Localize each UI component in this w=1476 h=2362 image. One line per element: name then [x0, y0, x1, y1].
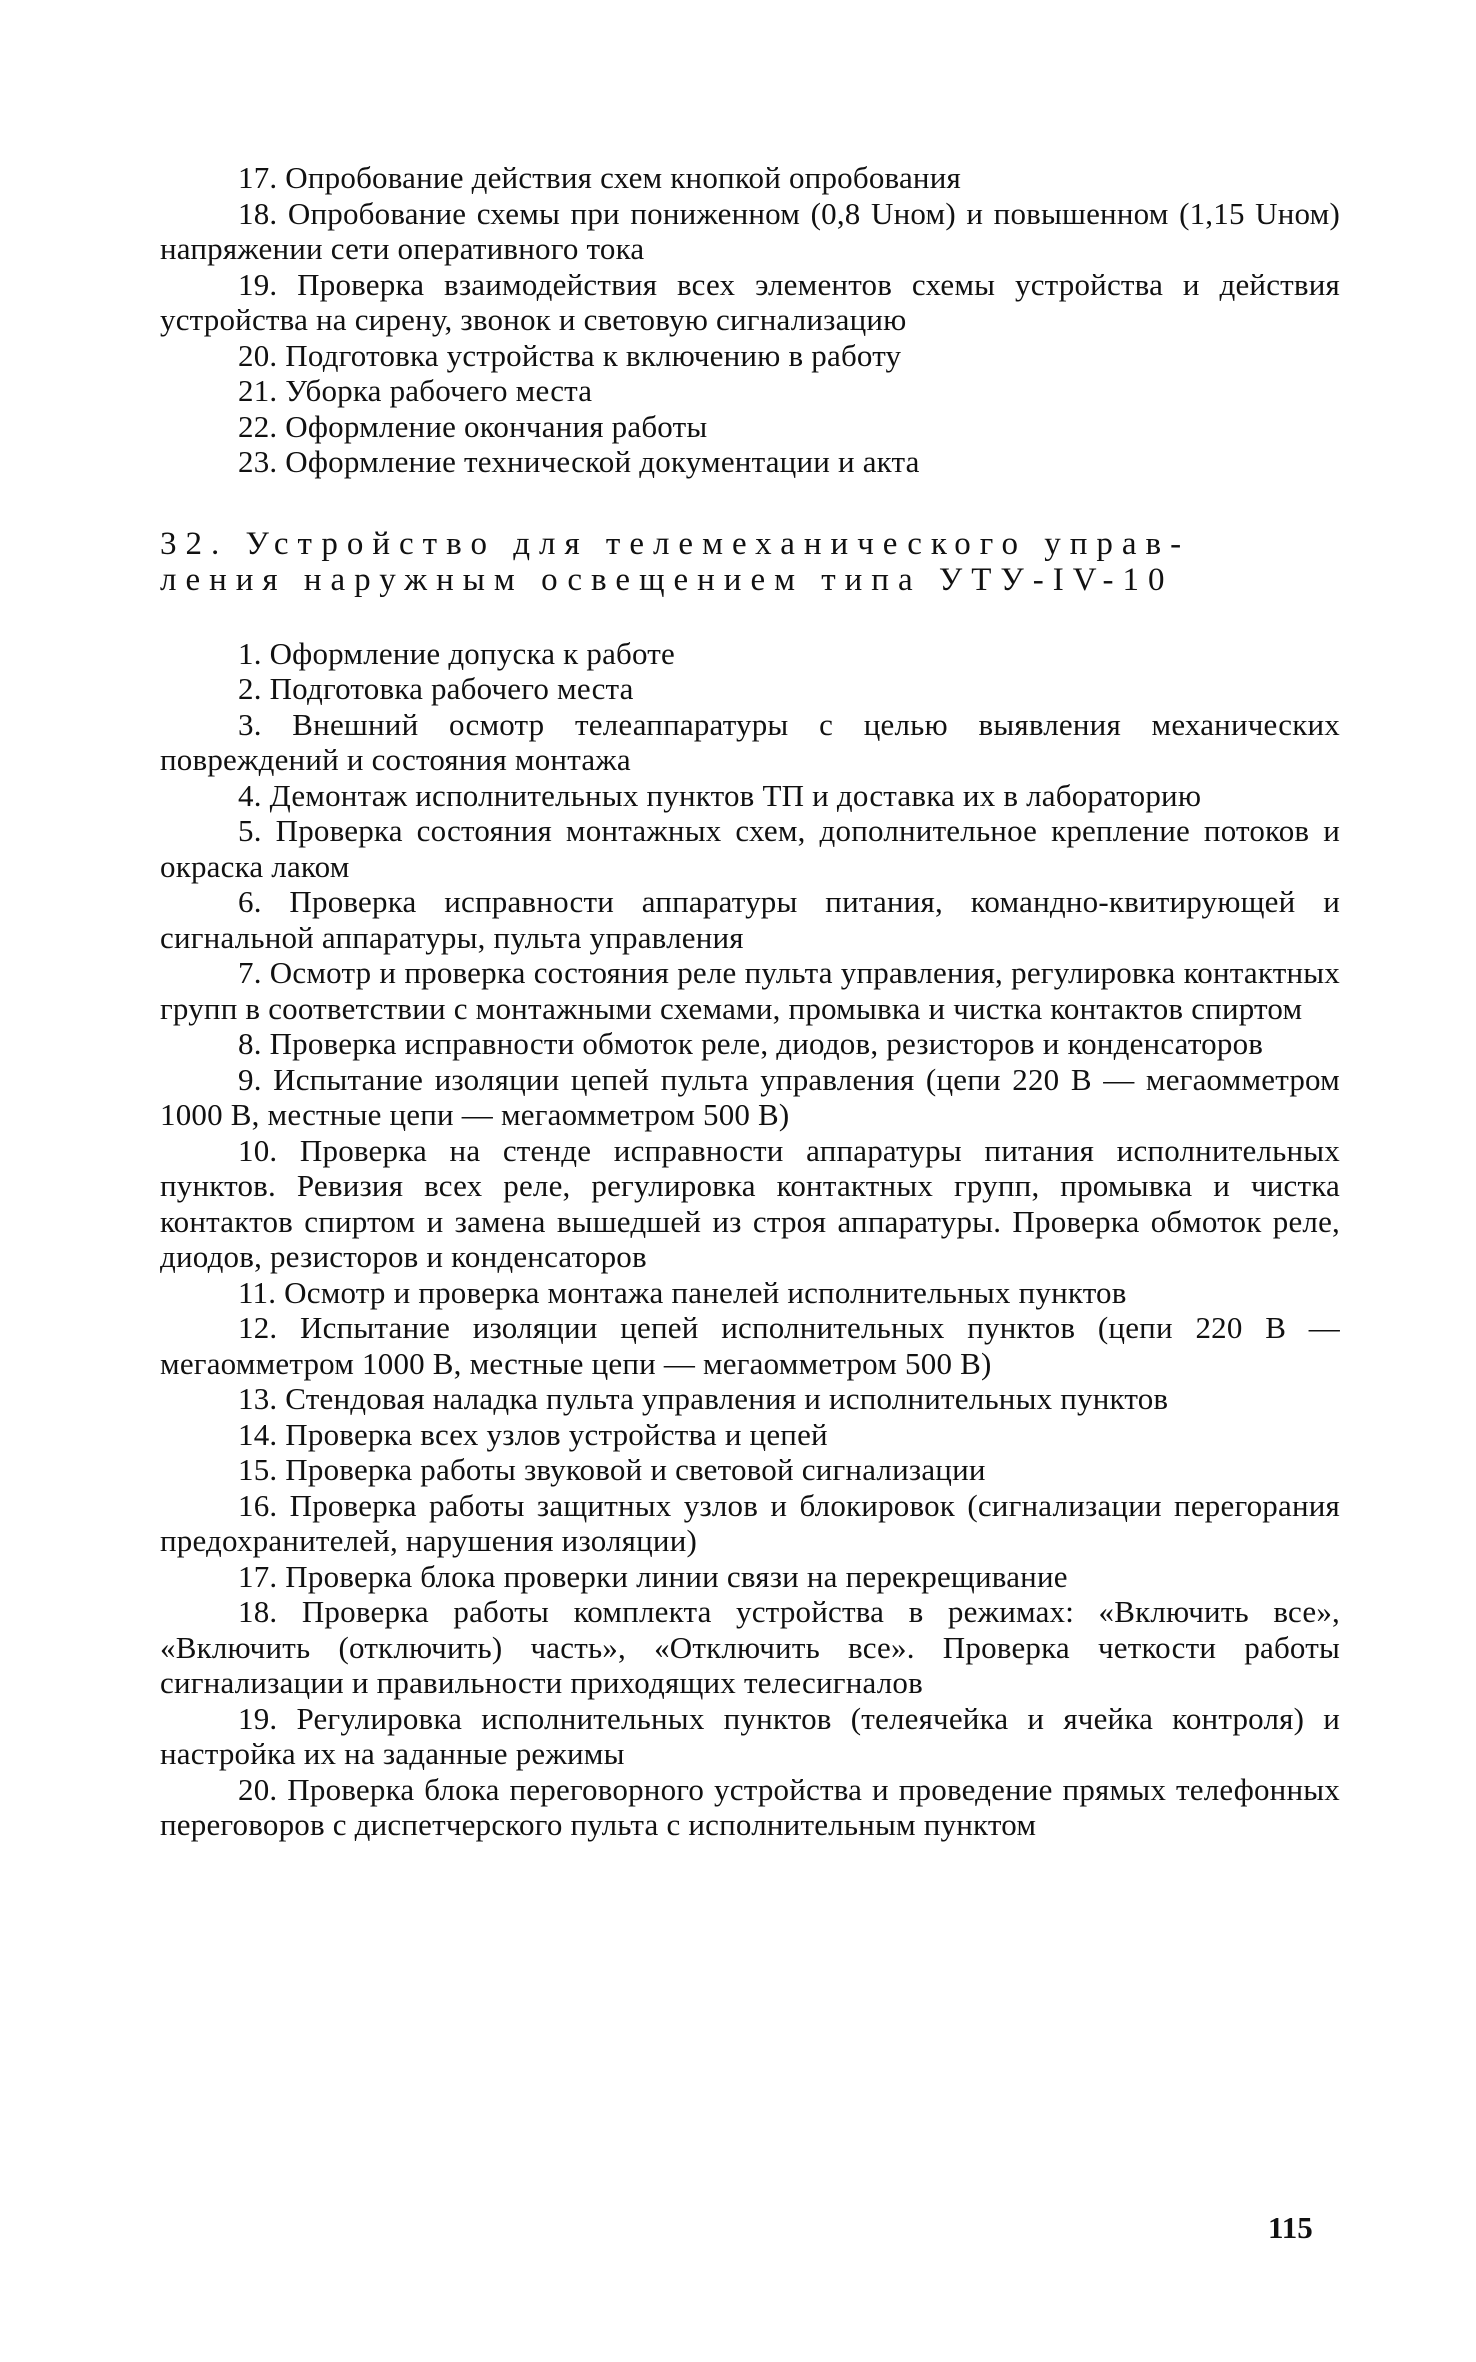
top-list	[160, 160, 1340, 480]
list-item: 17. Опробование действия схем кнопкой опробования	[238, 160, 961, 195]
list-item: 13. Стендовая наладка пульта управления и исполнительных пунктов	[238, 1381, 1169, 1416]
list-item: 16. Проверка работы защитных узлов и блокировок (сигнализации перегорания предохранителей, нарушения изоляции)	[160, 1487, 1340, 1558]
list-item: 21. Уборка рабочего места	[238, 373, 593, 408]
page-body	[160, 160, 1340, 1843]
list-item: 23. Оформление технической документации и акта	[238, 444, 920, 479]
list-item: 12. Испытание изоляции цепей исполнительных пунктов (цепи 220 В — мегаомметром 1000 В, местные цепи — мегаомметром 500 В)	[160, 1310, 1340, 1381]
page-number: 115	[1268, 2210, 1313, 2245]
list-item: 17. Проверка блока проверки линии связи на перекрещивание	[238, 1558, 1068, 1594]
list-item: 4. Демонтаж исполнительных пунктов ТП и доставка их в лабораторию	[238, 777, 1202, 813]
list-item: 19. Регулировка исполнительных пунктов (телеячейка и ячейка контроля) и настройка их на заданные режимы	[160, 1700, 1340, 1771]
list-item: 15. Проверка работы звуковой и световой сигнализации	[238, 1452, 986, 1487]
list-item: 5. Проверка состояния монтажных схем, дополнительное крепление потоков и окраска лаком	[160, 813, 1340, 884]
list-item: 8. Проверка исправности обмоток реле, диодов, резисторов и конденсаторов	[238, 1026, 1264, 1061]
list-item: 18. Опробование схемы при пониженном (0,8 Uном) и повышенном (1,15 Uном) напряжении сети оперативного тока	[160, 195, 1340, 266]
list-item: 14. Проверка всех узлов устройства и цепей	[238, 1416, 828, 1452]
list-item: 18. Проверка работы комплекта устройства в режимах: «Включить все», «Включить (отключить) часть», «Отключить все». Проверка четкости работы сигнализации и правильности приходящих телесигналов	[160, 1594, 1340, 1700]
section-heading-line-1: 32. Устройство для телемеханического управ-	[160, 525, 1191, 562]
section-list	[160, 636, 1340, 1843]
list-item: 6. Проверка исправности аппаратуры питания, командно-квитирующей и сигнальной аппаратуры, пульта управления	[160, 884, 1340, 955]
list-item: 19. Проверка взаимодействия всех элементов схемы устройства и действия устройства на сирену, звонок и световую сигнализацию	[160, 266, 1340, 337]
list-item: 11. Осмотр и проверка монтажа панелей исполнительных пунктов	[238, 1274, 1127, 1310]
list-item: 20. Подготовка устройства к включению в работу	[238, 337, 902, 373]
list-item: 1. Оформление допуска к работе	[238, 635, 676, 671]
list-item: 22. Оформление окончания работы	[238, 408, 708, 444]
section-heading	[160, 526, 1340, 598]
section-heading-line-2: ления наружным освещением типа УТУ-IV-10	[160, 561, 1174, 598]
list-item: 9. Испытание изоляции цепей пульта управления (цепи 220 В — мегаомметром 1000 В, местные цепи — мегаомметром 500 В)	[160, 1061, 1340, 1132]
list-item: 3. Внешний осмотр телеаппаратуры с целью выявления механических повреждений и состояния монтажа	[160, 706, 1340, 777]
list-item: 7. Осмотр и проверка состояния реле пульта управления, регулировка контактных групп в соответствии с монтажными схемами, промывка и чистка контактов спиртом	[160, 955, 1340, 1026]
list-item: 2. Подготовка рабочего места	[238, 671, 634, 706]
list-item: 20. Проверка блока переговорного устройства и проведение прямых телефонных переговоров с диспетчерского пульта с исполнительным пунктом	[160, 1771, 1340, 1842]
list-item: 10. Проверка на стенде исправности аппаратуры питания исполнительных пунктов. Ревизия всех реле, регулировка контактных групп, промывка и чистка контактов спиртом и замена вышедшей из строя аппаратуры. Проверка обмоток реле, диодов, резисторов и конденсаторов	[160, 1132, 1340, 1274]
